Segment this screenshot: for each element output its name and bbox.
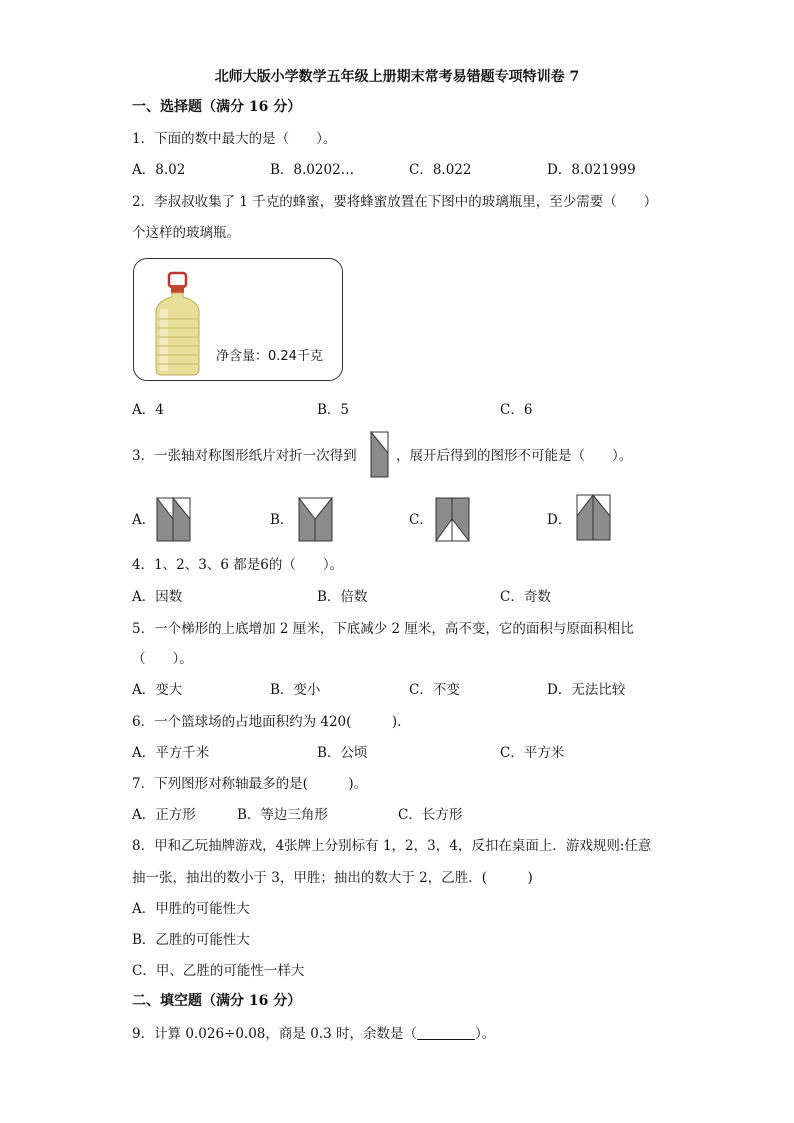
- q3-stem-after: ，展开后得到的图形不可能是（ ）。: [396, 448, 633, 464]
- q5-stem-line2: （ ）。: [132, 651, 193, 667]
- folded-paper-icon: [370, 431, 390, 479]
- q4-stem: 4．1、2、3、6 都是6的（ ）。: [132, 557, 344, 573]
- q1-option-a[interactable]: A．8.02: [132, 162, 186, 178]
- shape-c-icon[interactable]: [435, 497, 471, 543]
- q7-option-b[interactable]: B．等边三角形: [237, 807, 328, 823]
- q7-stem: 7．下列图形对称轴最多的是( )。: [132, 776, 368, 792]
- shape-a-icon[interactable]: [156, 497, 192, 543]
- q1-stem: 1．下面的数中最大的是（ ）。: [132, 131, 337, 147]
- q4-option-c[interactable]: C．奇数: [500, 589, 551, 605]
- shape-d-icon[interactable]: [576, 494, 612, 542]
- q6-option-a[interactable]: A．平方千米: [132, 745, 210, 761]
- q2-stem-line2: 个这样的玻璃瓶。: [132, 225, 240, 241]
- q2-option-b[interactable]: B．5: [317, 402, 350, 418]
- q9-answer-blank[interactable]: [417, 1025, 475, 1040]
- q6-option-c[interactable]: C．平方米: [500, 745, 565, 761]
- glass-bottle-icon: [152, 265, 212, 380]
- q9-stem-before: 9．计算 0.026÷0.08，商是 0.3 时，余数是（: [132, 1026, 417, 1042]
- bottle-figure: [133, 258, 343, 381]
- q4-option-a[interactable]: A．因数: [132, 589, 183, 605]
- q1-option-c[interactable]: C．8.022: [409, 162, 472, 178]
- q2-option-a[interactable]: A．4: [132, 402, 164, 418]
- q6-stem: 6．一个篮球场的占地面积约为 420( ).: [132, 714, 402, 730]
- q9-stem: [132, 1025, 495, 1043]
- q5-stem-line1: 5．一个梯形的上底增加 2 厘米，下底减少 2 厘米，高不变，它的面积与原面积相比: [132, 621, 634, 637]
- q7-option-c[interactable]: C．长方形: [398, 807, 463, 823]
- q8-stem-line1: 8．甲和乙玩抽牌游戏，4张牌上分别标有 1，2，3，4，反扣在桌面上．游戏规则:任意: [132, 838, 652, 854]
- q9-stem-after: ）。: [474, 1026, 496, 1042]
- section-2-heading: 二、填空题（满分 16 分）: [132, 993, 302, 1009]
- section-1-heading: 一、选择题（满分 16 分）: [132, 99, 302, 115]
- q1-option-b[interactable]: B．8.0202…: [270, 162, 355, 178]
- q8-option-b[interactable]: B．乙胜的可能性大: [132, 932, 250, 948]
- q3-option-a[interactable]: A．: [132, 512, 156, 528]
- bottle-net-weight-label: 净含量：0.24千克: [216, 349, 323, 364]
- shape-b-icon[interactable]: [298, 497, 334, 543]
- q3-option-c[interactable]: C．: [409, 512, 433, 528]
- q5-option-c[interactable]: C．不变: [409, 682, 460, 698]
- worksheet-title: 北师大版小学数学五年级上册期末常考易错题专项特训卷 7: [214, 69, 580, 85]
- q5-option-d[interactable]: D．无法比较: [547, 682, 626, 698]
- q5-option-a[interactable]: A．变大: [132, 682, 183, 698]
- q3-option-b[interactable]: B．: [270, 512, 294, 528]
- q1-option-d[interactable]: D．8.021999: [547, 162, 636, 178]
- q2-stem-line1: 2．李叔叔收集了 1 千克的蜂蜜，要将蜂蜜放置在下图中的玻璃瓶里，至少需要（ ）: [132, 194, 658, 210]
- q6-option-b[interactable]: B．公顷: [317, 745, 368, 761]
- q5-option-b[interactable]: B．变小: [270, 682, 321, 698]
- q3-stem-before: 3．一张轴对称图形纸片对折一次得到: [132, 448, 357, 464]
- q8-option-c[interactable]: C．甲、乙胜的可能性一样大: [132, 963, 305, 979]
- q8-option-a[interactable]: A．甲胜的可能性大: [132, 901, 250, 917]
- q7-option-a[interactable]: A．正方形: [132, 807, 196, 823]
- q4-option-b[interactable]: B．倍数: [317, 589, 368, 605]
- q3-option-d[interactable]: D．: [547, 512, 572, 528]
- q8-stem-line2: 抽一张，抽出的数小于 3，甲胜；抽出的数大于 2，乙胜．( ): [132, 870, 533, 886]
- q2-option-c[interactable]: C．6: [500, 402, 533, 418]
